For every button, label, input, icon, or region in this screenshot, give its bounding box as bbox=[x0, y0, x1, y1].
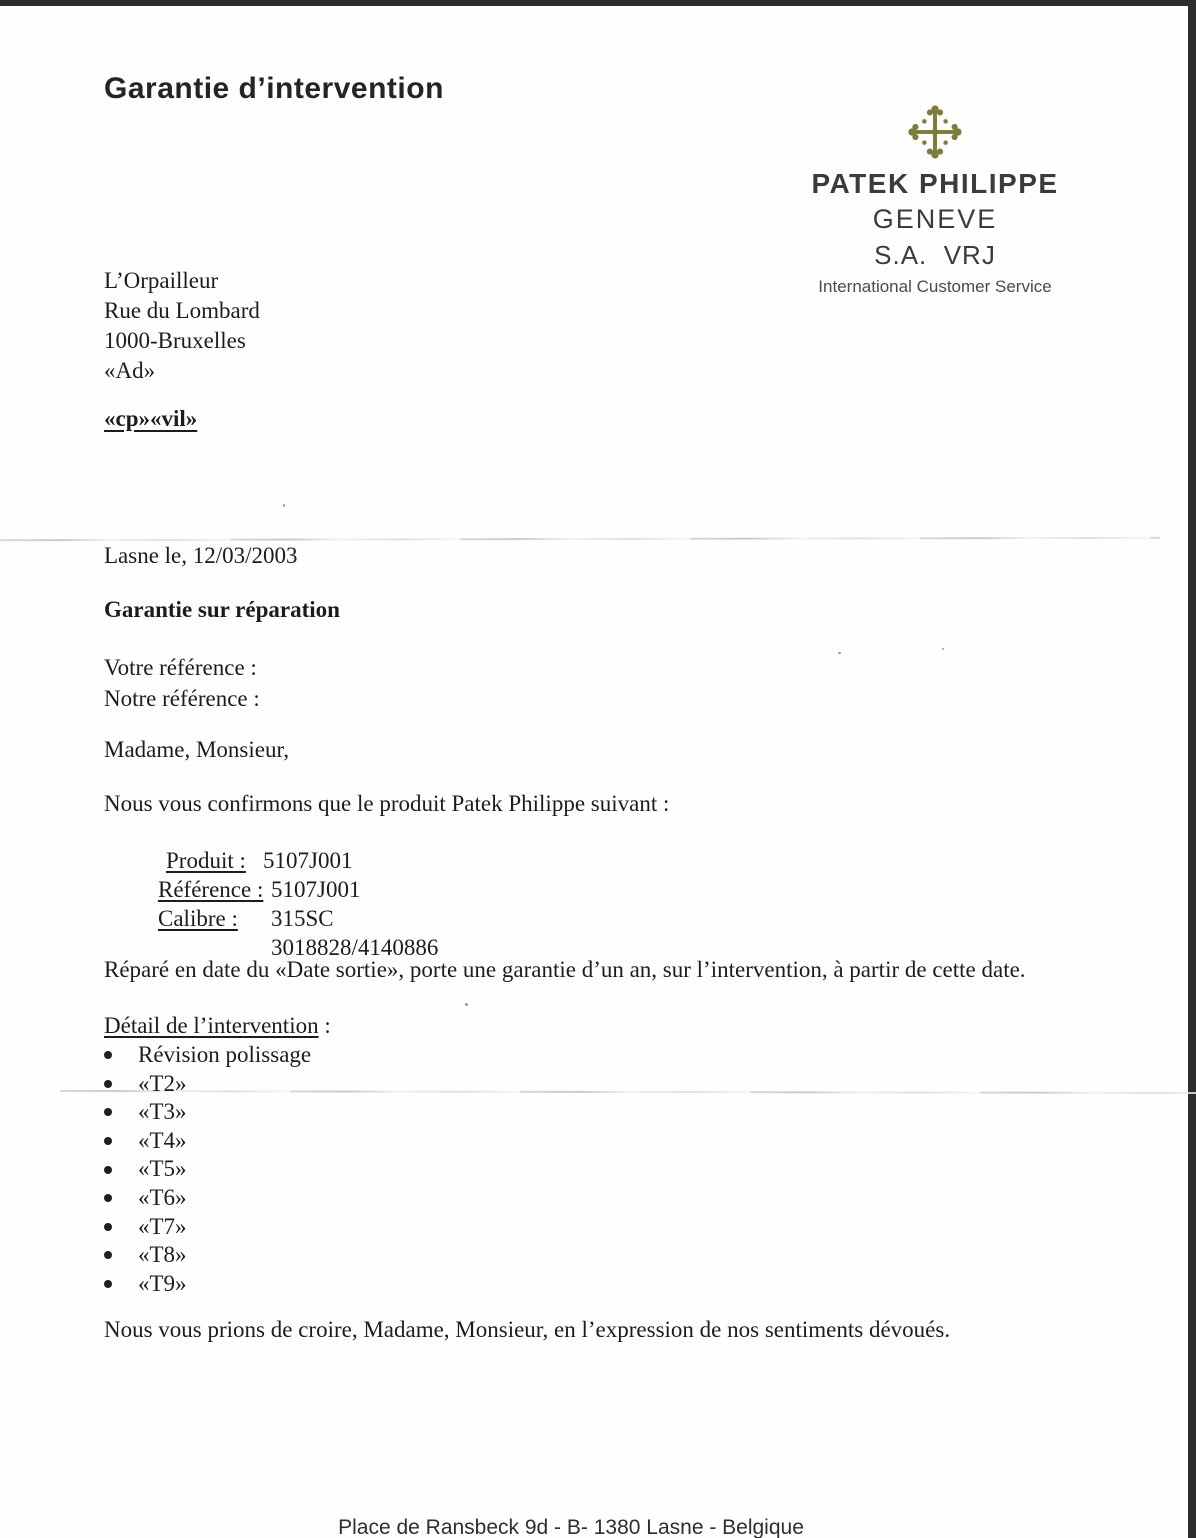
detail-heading-text: Détail de l’intervention bbox=[104, 1013, 319, 1038]
subject-line: Garantie sur réparation bbox=[104, 597, 340, 622]
recipient-ad-field: «Ad» bbox=[104, 358, 156, 383]
list-item-text: «T4» bbox=[138, 1127, 187, 1153]
list-item bbox=[104, 1242, 311, 1271]
list-item-text: «T5» bbox=[138, 1156, 187, 1182]
list-item bbox=[104, 1185, 311, 1214]
recipient-city: 1000-Bruxelles bbox=[104, 328, 246, 353]
detail-heading bbox=[104, 1013, 331, 1039]
list-item bbox=[104, 1128, 311, 1157]
closing-line: Nous vous prions de croire, Madame, Monsieur, en l’expression de nos sentiments dévoués. bbox=[104, 1317, 951, 1342]
footer-address: Place de Ransbeck 9d - B- 1380 Lasne - Belgique bbox=[338, 1516, 804, 1538]
list-item bbox=[104, 1099, 311, 1128]
list-item-text: «T2» bbox=[138, 1070, 187, 1096]
product-row bbox=[158, 846, 353, 875]
product-row bbox=[158, 875, 361, 904]
our-reference-label: Notre référence : bbox=[104, 686, 260, 711]
product-label: Produit : bbox=[166, 848, 246, 873]
product-label: Référence : bbox=[158, 877, 264, 902]
list-item-text: «T3» bbox=[138, 1099, 187, 1125]
scan-speck bbox=[838, 652, 841, 654]
brand-city: GENEVE bbox=[872, 204, 998, 234]
intro-line: Nous vous confirmons que le produit Patek Philippe suivant : bbox=[104, 791, 670, 816]
scan-crease-line bbox=[0, 537, 1160, 541]
detail-heading-colon: : bbox=[318, 1013, 331, 1038]
product-table bbox=[158, 846, 439, 960]
list-item bbox=[104, 1156, 311, 1185]
detail-list bbox=[104, 1042, 311, 1299]
product-value: 5107J001 bbox=[271, 877, 361, 902]
reference-block bbox=[104, 652, 260, 714]
brand-name: PATEK PHILIPPE bbox=[811, 168, 1059, 199]
recipient-cp-vil-field: «cp»«vil» bbox=[104, 406, 198, 431]
bullet-icon bbox=[104, 1051, 112, 1059]
list-item-text: «T6» bbox=[138, 1184, 187, 1210]
bullet-icon bbox=[104, 1280, 112, 1288]
list-item-text: «T9» bbox=[138, 1270, 187, 1296]
letterhead bbox=[800, 104, 1070, 297]
calatrava-cross-icon bbox=[907, 104, 963, 160]
recipient-name: L’Orpailleur bbox=[104, 268, 219, 293]
product-row bbox=[158, 904, 439, 960]
list-item-text: «T7» bbox=[138, 1213, 187, 1239]
recipient-block bbox=[104, 266, 260, 386]
scan-right-edge bbox=[1188, 0, 1196, 1538]
bullet-icon bbox=[104, 1166, 112, 1174]
scan-speck bbox=[283, 504, 285, 507]
your-reference-label: Votre référence : bbox=[104, 655, 257, 680]
salutation: Madame, Monsieur, bbox=[104, 737, 289, 762]
bullet-icon bbox=[104, 1080, 112, 1088]
list-item bbox=[104, 1042, 311, 1071]
scan-top-edge bbox=[0, 0, 1196, 6]
list-item bbox=[104, 1271, 311, 1300]
list-item-text: Révision polissage bbox=[138, 1042, 312, 1067]
bullet-icon bbox=[104, 1108, 112, 1116]
document-title: Garantie d’intervention bbox=[104, 72, 444, 105]
bullet-icon bbox=[104, 1223, 112, 1231]
list-item-text: «T8» bbox=[138, 1242, 187, 1268]
list-item bbox=[104, 1214, 311, 1243]
bullet-icon bbox=[104, 1251, 112, 1259]
scan-speck bbox=[465, 1003, 468, 1006]
brand-service: International Customer Service bbox=[818, 277, 1052, 296]
bullet-icon bbox=[104, 1194, 112, 1202]
product-value: 315SC 3018828/4140886 bbox=[271, 906, 439, 960]
bullet-icon bbox=[104, 1137, 112, 1145]
brand-unit: S.A. VRJ bbox=[874, 240, 996, 270]
warranty-line: Réparé en date du «Date sortie», porte une garantie d’un an, sur l’intervention, à partir de cette date. bbox=[104, 957, 1026, 982]
list-item bbox=[104, 1071, 311, 1100]
product-label: Calibre : bbox=[158, 906, 238, 931]
recipient-street: Rue du Lombard bbox=[104, 298, 260, 323]
product-value: 5107J001 bbox=[263, 848, 353, 873]
scan-speck bbox=[942, 648, 944, 650]
dateline: Lasne le, 12/03/2003 bbox=[104, 543, 298, 568]
